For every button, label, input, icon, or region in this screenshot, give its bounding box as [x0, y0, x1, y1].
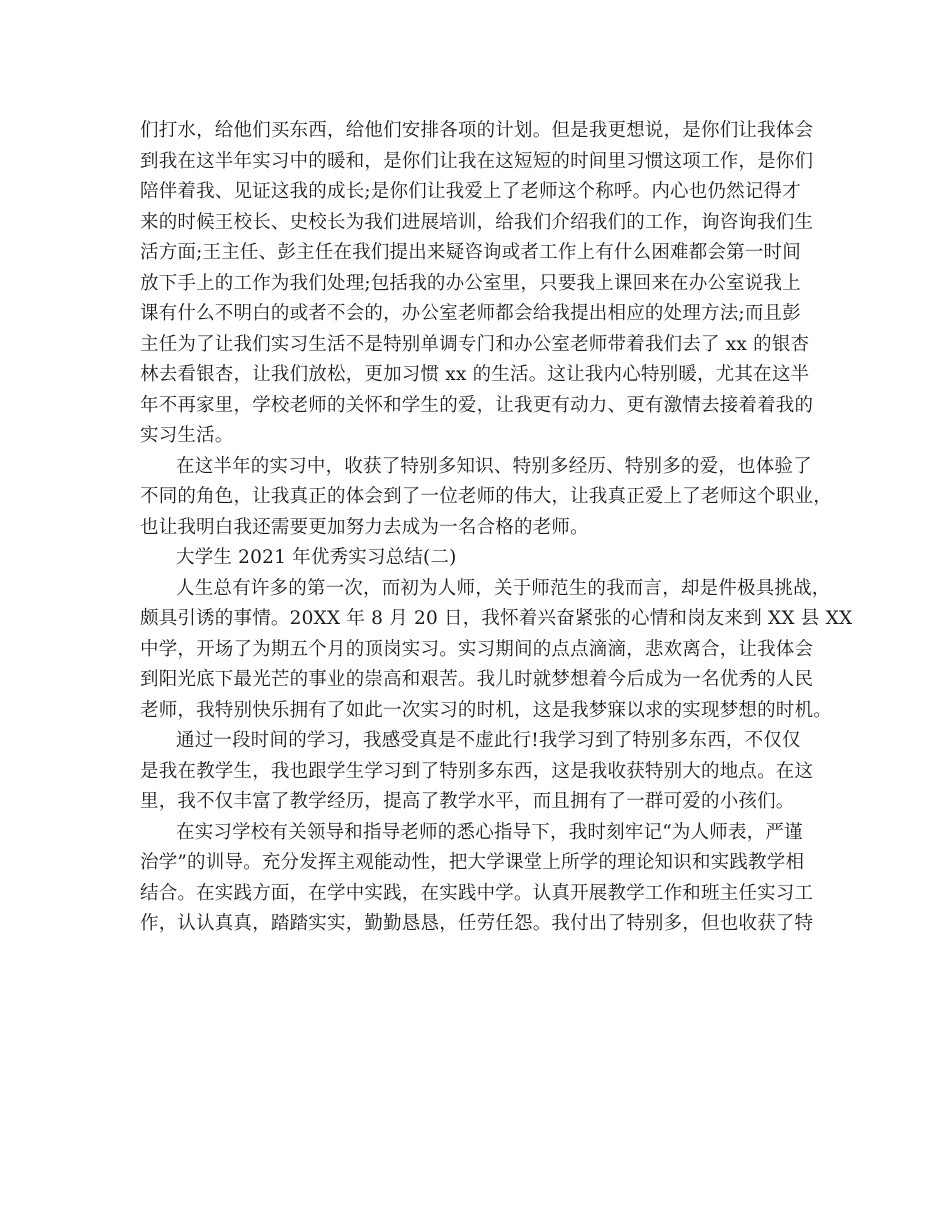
- text-line: 老师，我特别快乐拥有了如此一次实习的时机，这是我梦寐以求的实现梦想的时机。: [140, 699, 832, 721]
- text-line: 是我在教学生，我也跟学生学习到了特别多东西，这是我收获特别大的地点。在这: [140, 760, 814, 782]
- text-line: 陪伴着我、见证这我的成长;是你们让我爱上了老师这个称呼。内心也仍然记得才: [140, 181, 801, 202]
- text-line: 人生总有许多的第一次，而初为人师，关于师范生的我而言，却是件极具挑战，: [176, 577, 831, 599]
- text-line: 到我在这半年实习中的暖和，是你们让我在这短短的时间里习惯这项工作，是你们: [140, 150, 814, 172]
- text-line: 林去看银杏，让我们放松，更加习惯 xx 的生活。这让我内心特别暖，尤其在这半: [140, 364, 810, 385]
- text-line: 在实习学校有关领导和指导老师的悉心指导下，我时刻牢记“为人师表，严谨: [176, 821, 803, 843]
- text-line: 课有什么不明白的或者不会的，办公室老师都会给我提出相应的处理方法;而且彭: [140, 303, 801, 324]
- text-line: 主任为了让我们实习生活不是特别单调专门和办公室老师带着我们去了 xx 的银杏: [140, 333, 810, 355]
- text-line: 治学”的训导。充分发挥主观能动性，把大学课堂上所学的理论知识和实践教学相: [140, 852, 805, 873]
- text-line: 颇具引诱的事情。20XX 年 8 月 20 日，我怀着兴奋紧张的心情和岗友来到 XX 县 XX: [140, 608, 853, 629]
- text-line: 活方面;王主任、彭主任在我们提出来疑咨询或者工作上有什么困难都会第一时间: [140, 242, 801, 263]
- text-line: 到阳光底下最光芒的事业的崇高和艰苦。我儿时就梦想着今后成为一名优秀的人民: [140, 669, 814, 690]
- text-line: 放下手上的工作为我们处理;包括我的办公室里，只要我上课回来在办公室说我上: [140, 272, 801, 294]
- text-line: 中学，开场了为期五个月的顶岗实习。实习期间的点点滴滴，悲欢离合，让我体会: [140, 638, 814, 660]
- text-line: 来的时候王校长、史校长为我们进展培训，给我们介绍我们的工作，询咨询我们生: [140, 211, 814, 233]
- text-line: 结合。在实践方面，在学中实践，在实践中学。认真开展教学工作和班主任实习工: [140, 882, 814, 904]
- text-line: 不同的角色，让我真正的体会到了一位老师的伟大，让我真正爱上了老师这个职业，: [140, 486, 832, 507]
- document-body: [140, 116, 853, 940]
- text-line: 通过一段时间的学习，我感受真是不虚此行!我学习到了特别多东西，不仅仅: [176, 730, 801, 751]
- text-line: 大学生 2021 年优秀实习总结(二): [176, 547, 457, 568]
- text-line: 实习生活。: [140, 425, 234, 446]
- text-line: 们打水，给他们买东西，给他们安排各项的计划。但是我更想说，是你们让我体会: [140, 120, 814, 141]
- text-line: 年不再家里，学校老师的关怀和学生的爱，让我更有动力、更有激情去接着着我的: [140, 394, 814, 416]
- text-line: 作，认认真真，踏踏实实，勤勤恳恳，任劳任怨。我付出了特别多，但也收获了特: [140, 913, 814, 934]
- text-line: 也让我明白我还需要更加努力去成为一名合格的老师。: [140, 516, 589, 538]
- text-line: 在这半年的实习中，收获了特别多知识、特别多经历、特别多的爱，也体验了: [176, 455, 812, 477]
- text-line: 里，我不仅丰富了教学经历，提高了教学水平，而且拥有了一群可爱的小孩们。: [140, 791, 795, 812]
